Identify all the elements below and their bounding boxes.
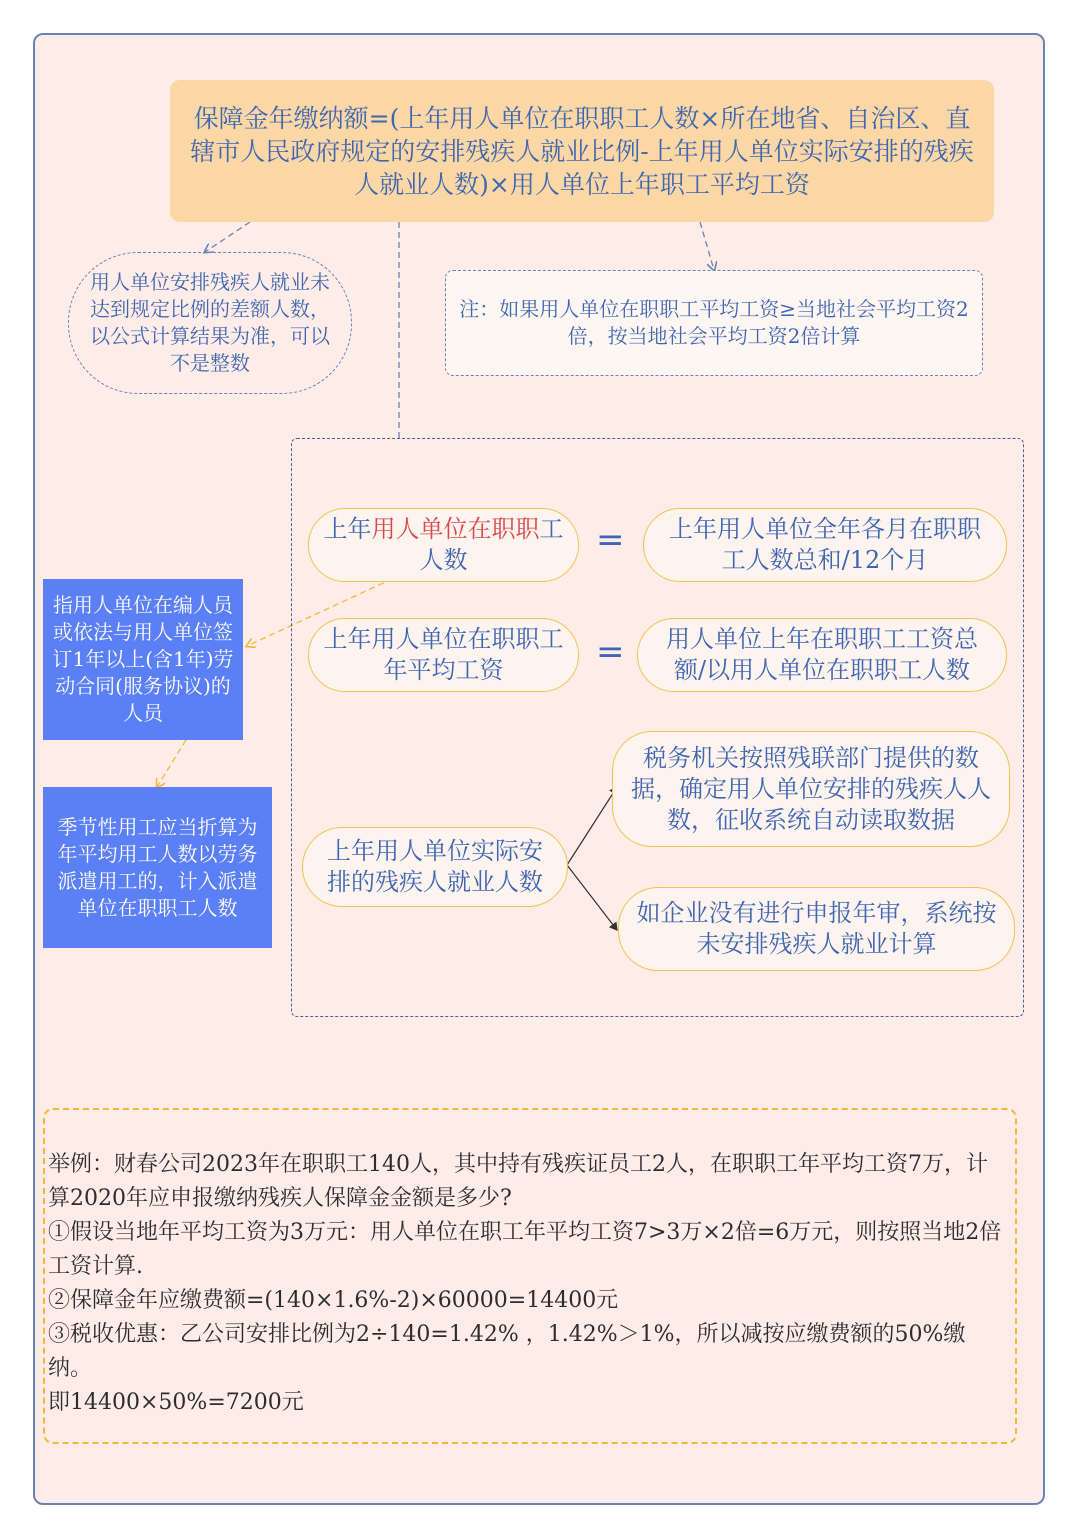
equals-sign: = bbox=[596, 520, 625, 560]
seasonal-note-box bbox=[43, 787, 272, 948]
example-text bbox=[48, 1148, 1008, 1420]
connector-formula-to-bubble bbox=[205, 222, 250, 252]
disabled-count-branch-2 bbox=[618, 887, 1015, 971]
connector-formula-to-note bbox=[700, 222, 714, 270]
example-line-4: ③税收优惠：乙公司安排比例为2÷140=1.42% ，1.42%＞1%，所以减按应缴费额的50%缴纳。 bbox=[48, 1322, 966, 1381]
staff-count-value bbox=[643, 508, 1007, 582]
staff-definition-box bbox=[43, 579, 243, 740]
seasonal-note-text: 季节性用工应当折算为年平均用工人数以劳务派遣用工的，计入派遣单位在职职工人数 bbox=[57, 814, 258, 920]
avg-wage-term bbox=[308, 618, 579, 692]
avg-wage-value bbox=[637, 618, 1007, 692]
staff-count-term-suffix: 工人数 bbox=[419, 515, 564, 574]
formula-box bbox=[170, 80, 994, 222]
disabled-count-branch-2-text: 如企业没有进行申报年审，系统按未安排残疾人就业计算 bbox=[636, 899, 997, 958]
wage-note-text: 注：如果用人单位在职职工平均工资≥当地社会平均工资2倍，按当地社会平均工资2倍计算 bbox=[459, 297, 969, 348]
staff-count-term-highlight: 用人单位在职职 bbox=[371, 515, 540, 543]
avg-wage-value-text: 用人单位上年在职职工工资总额/以用人单位在职职工人数 bbox=[666, 625, 978, 684]
disabled-count-branch-1 bbox=[612, 731, 1010, 847]
staff-count-term-prefix: 上年 bbox=[323, 515, 372, 543]
staff-count-value-text: 上年用人单位全年各月在职职工人数总和/12个月 bbox=[669, 515, 981, 574]
disabled-count-term bbox=[302, 827, 568, 907]
example-line-5: 即14400×50%=7200元 bbox=[48, 1390, 304, 1415]
staff-definition-text: 指用人单位在编人员或依法与用人单位签订1年以上(含1年)劳动合同(服务协议)的人员 bbox=[52, 593, 234, 725]
wage-note-box bbox=[445, 270, 983, 376]
disabled-count-branch-1-text: 税务机关按照残联部门提供的数据，确定用人单位安排的残疾人人数，征收系统自动读取数据 bbox=[631, 743, 991, 834]
example-line-1: 举例：财春公司2023年在职职工140人，其中持有残疾证员工2人，在职职工年平均工资7万，计算2020年应申报缴纳残疾人保障金金额是多少? bbox=[48, 1152, 988, 1211]
example-line-2: ①假设当地年平均工资为3万元：用人单位在职工年平均工资7>3万×2倍=6万元，则按照当地2倍工资计算. bbox=[48, 1220, 1002, 1279]
example-line-3: ②保障金年应缴费额=(140×1.6%-2)×60000=14400元 bbox=[48, 1288, 619, 1313]
equals-sign: = bbox=[596, 632, 625, 672]
difference-note-text: 用人单位安排残疾人就业未达到规定比例的差额人数，以公式计算结果为准，可以不是整数 bbox=[90, 270, 330, 375]
connector-definition-to-seasonal bbox=[157, 740, 186, 787]
staff-count-term bbox=[308, 508, 579, 582]
formula-text: 保障金年缴纳额=(上年用人单位在职职工人数×所在地省、自治区、直辖市人民政府规定的安排残疾人就业比例-上年用人单位实际安排的残疾人就业人数)×用人单位上年职工平均工资 bbox=[190, 103, 974, 199]
avg-wage-term-text: 上年用人单位在职职工年平均工资 bbox=[323, 625, 564, 684]
difference-note-bubble bbox=[68, 252, 352, 394]
disabled-count-term-text: 上年用人单位实际安排的残疾人就业人数 bbox=[327, 837, 543, 896]
